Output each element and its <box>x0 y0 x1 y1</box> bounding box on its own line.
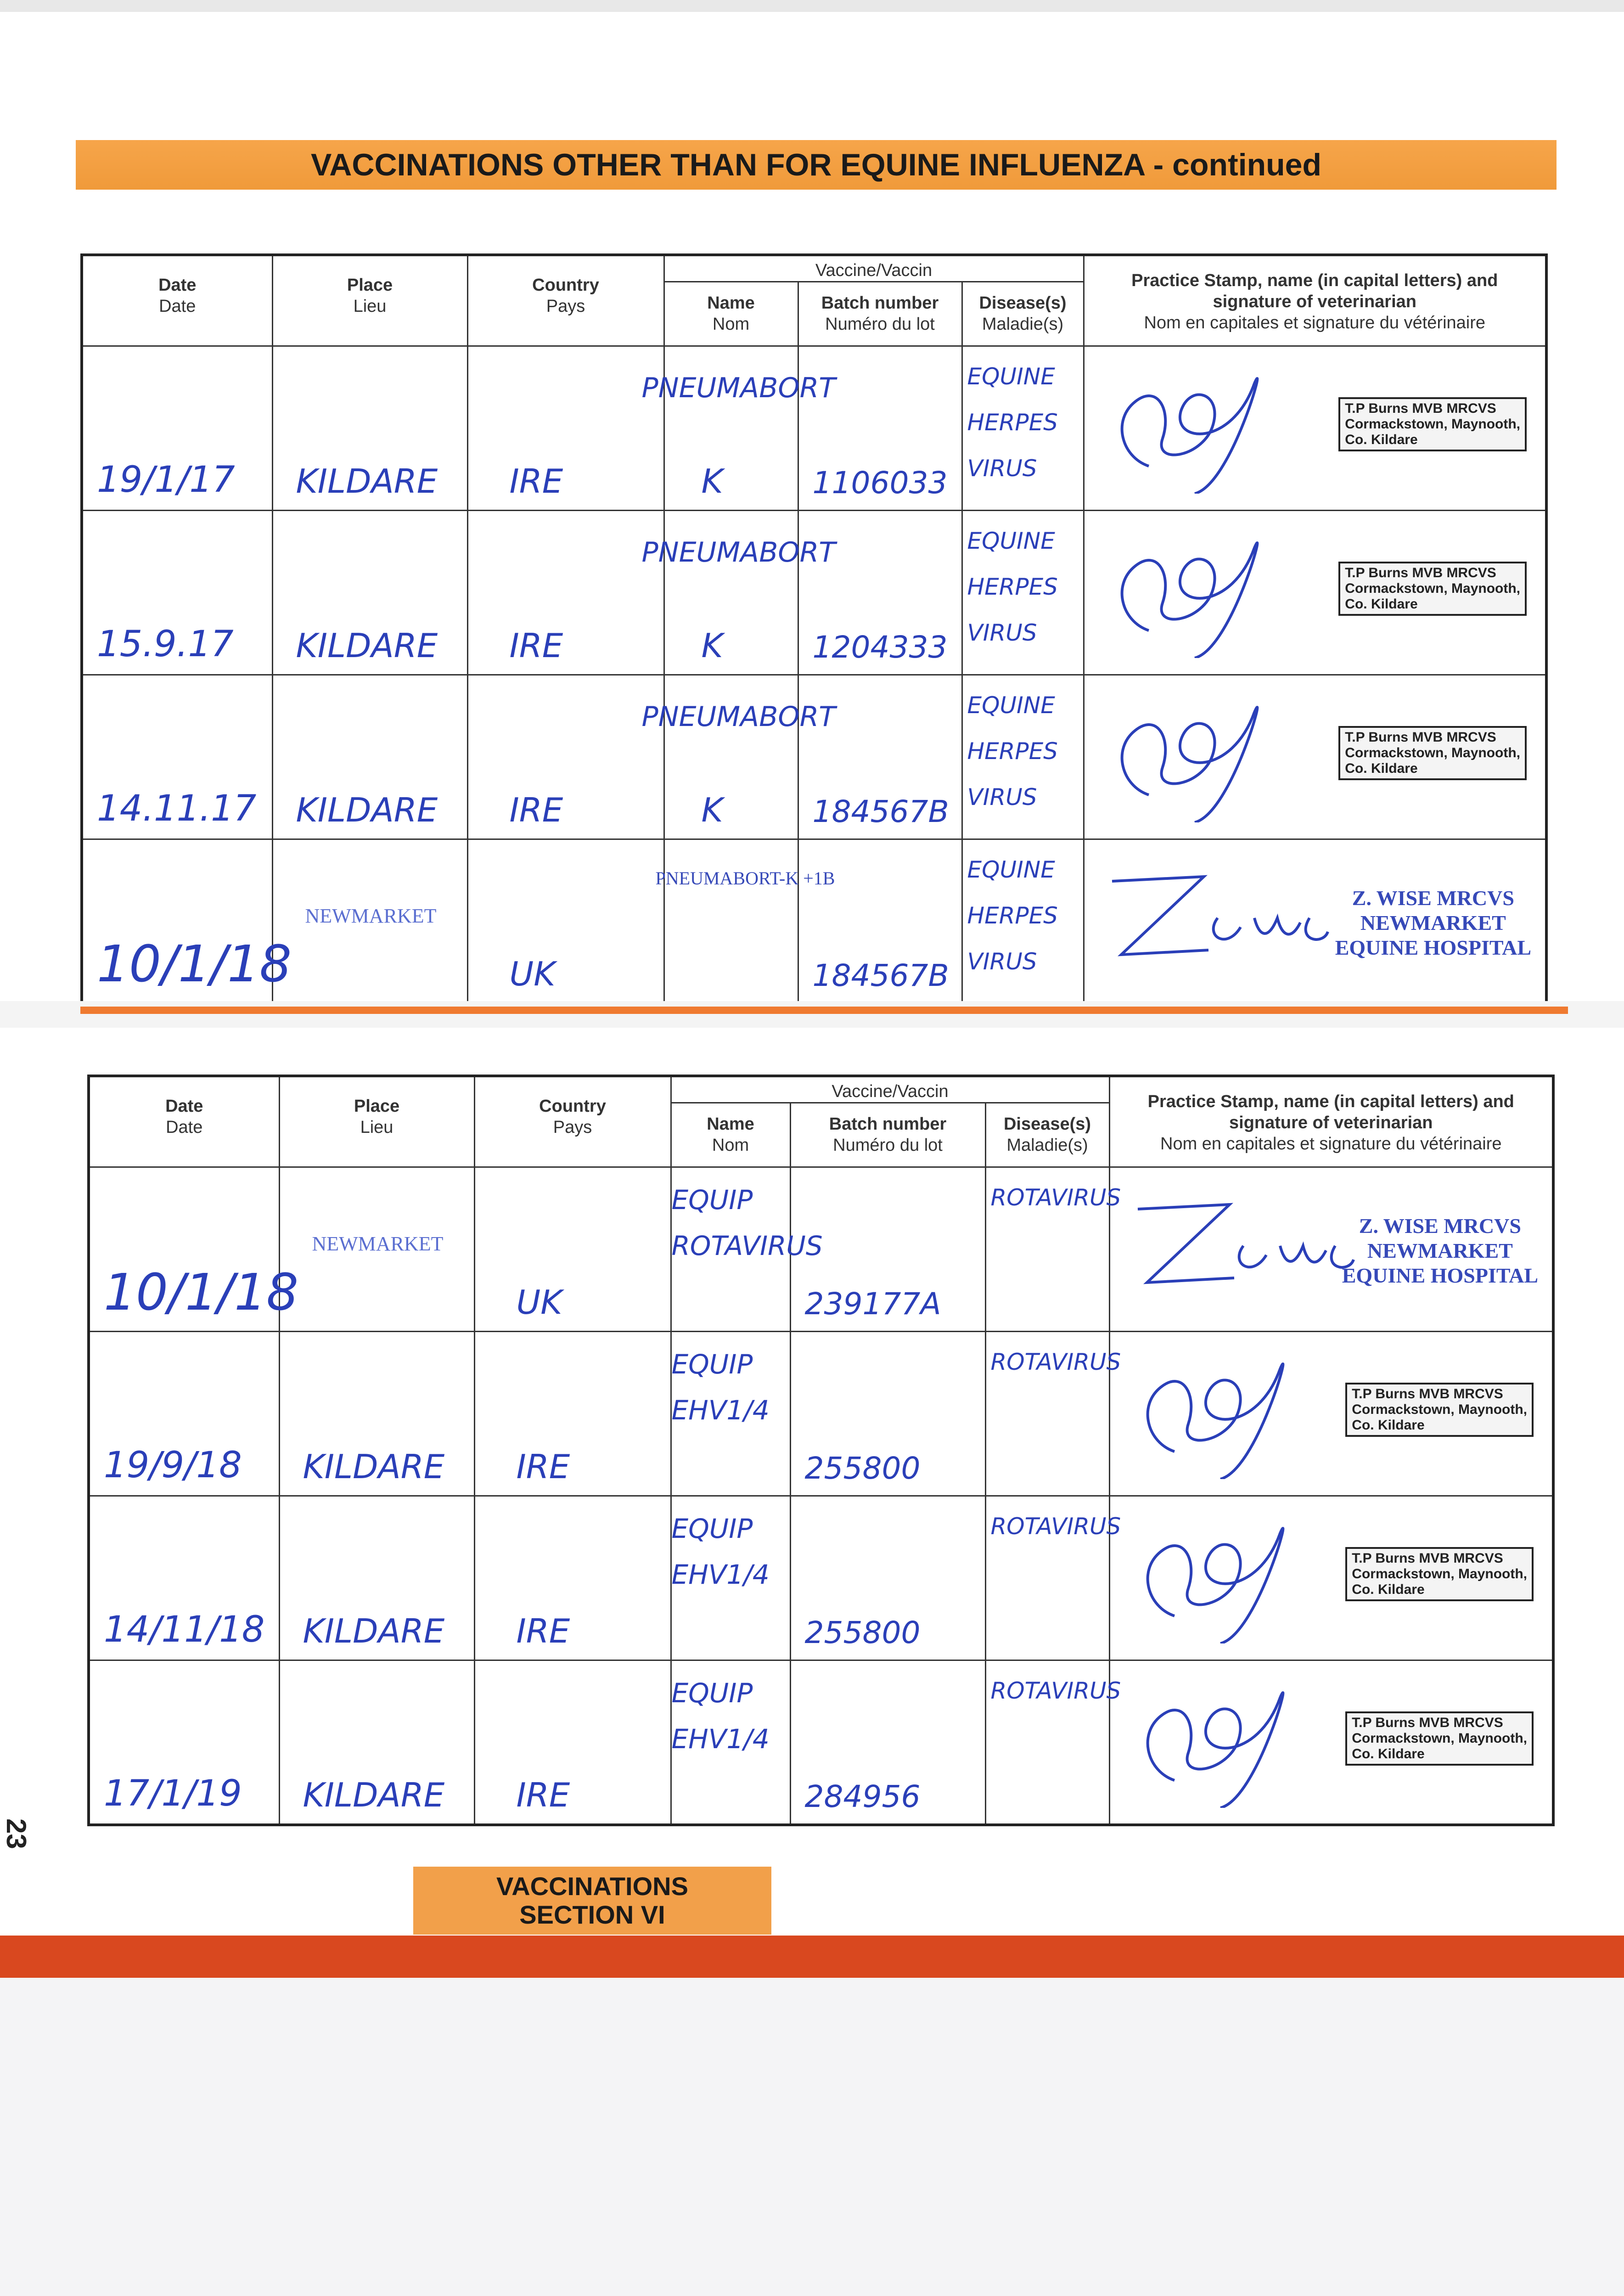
stamp-cell <box>1109 1332 1553 1496</box>
disease-cell <box>962 675 1084 839</box>
date-header: Date Date <box>89 1076 279 1167</box>
country-cell <box>467 839 664 1004</box>
name-value: K <box>701 462 723 501</box>
table-row <box>82 346 1546 511</box>
disease-header: Disease(s) Maladie(s) <box>985 1103 1109 1167</box>
disease-cell <box>985 1660 1121 1825</box>
signature-scribble <box>1094 520 1332 658</box>
stamp-header: Practice Stamp, name (in capital letters) and signature of veterinarian Nom en capitales et signature du vétérinaire <box>1084 255 1546 346</box>
name-cell <box>671 1167 823 1332</box>
disease-value: EQUINE HERPES VIRUS <box>967 692 1058 810</box>
orange-separator <box>80 1007 1568 1014</box>
date-header: Date Date <box>82 255 272 346</box>
date-cell <box>89 1167 299 1332</box>
disease-value: EQUINE HERPES VIRUS <box>967 363 1058 482</box>
name-cell <box>641 675 836 839</box>
bottom-band <box>0 1936 1624 1978</box>
vaccine-name-overlay: EQUIP EHV1/4 <box>671 1677 770 1755</box>
signature-scribble <box>1094 356 1332 494</box>
country-value: IRE <box>516 1612 570 1650</box>
country-cell <box>474 1496 671 1660</box>
name-cell <box>641 346 836 511</box>
disease-cell <box>985 1332 1121 1496</box>
signature-scribble <box>1119 1506 1358 1643</box>
country-cell <box>467 675 664 839</box>
place-value: KILDARE <box>296 462 438 501</box>
vaccine-name-overlay: EQUIP EHV1/4 <box>671 1349 770 1426</box>
place-value: NEWMARKET <box>312 1232 444 1255</box>
section-label: VACCINATIONS SECTION VI <box>413 1867 771 1935</box>
table-row <box>89 1332 1553 1496</box>
batch-cell <box>798 839 962 1004</box>
date-value: 15.9.17 <box>97 624 234 665</box>
disease-value: ROTAVIRUS <box>990 1677 1121 1704</box>
disease-header: Disease(s) Maladie(s) <box>962 282 1084 346</box>
date-value: 10/1/18 <box>97 934 292 993</box>
stamp-cell <box>1109 1167 1553 1332</box>
vaccine-group-header: Vaccine/Vaccin <box>671 1076 1109 1103</box>
stamp-cell <box>1084 511 1546 675</box>
disease-value: ROTAVIRUS <box>990 1513 1121 1540</box>
disease-cell <box>962 346 1084 511</box>
vaccine-name-overlay: EQUIP EHV1/4 <box>671 1513 770 1590</box>
batch-value: 1204333 <box>812 630 948 665</box>
table-row <box>89 1660 1553 1825</box>
batch-value: 184567B <box>812 794 949 829</box>
name-value: K <box>701 626 723 665</box>
country-value: IRE <box>516 1775 570 1814</box>
section-banner: VACCINATIONS OTHER THAN FOR EQUINE INFLUENZA - continued <box>76 140 1557 190</box>
stamp-cell <box>1084 839 1546 1004</box>
vaccine-name-overlay: PNEUMABORT-K +1B <box>655 868 835 889</box>
country-cell <box>474 1167 671 1332</box>
disease-value: ROTAVIRUS <box>990 1349 1121 1375</box>
country-value: UK <box>509 954 556 993</box>
practice-stamp: T.P Burns MVB MRCVS Cormackstown, Maynooth, Co. Kildare <box>1338 726 1527 780</box>
country-value: IRE <box>516 1447 570 1486</box>
batch-cell <box>798 346 962 511</box>
batch-header: Batch number Numéro du lot <box>790 1103 985 1167</box>
name-cell <box>655 839 835 1004</box>
table-row <box>89 1167 1553 1332</box>
place-cell <box>279 1167 474 1332</box>
name-header: Name Nom <box>664 282 798 346</box>
batch-value: 284956 <box>804 1778 921 1814</box>
name-value: K <box>701 791 723 829</box>
date-value: 17/1/19 <box>104 1773 242 1814</box>
disease-value: ROTAVIRUS <box>990 1184 1121 1211</box>
place-header: Place Lieu <box>272 255 467 346</box>
batch-cell <box>790 1496 985 1660</box>
place-cell <box>272 675 467 839</box>
country-value: UK <box>516 1283 562 1322</box>
date-cell <box>82 675 272 839</box>
date-cell <box>89 1496 279 1660</box>
vaccine-name-overlay: EQUIP ROTAVIRUS <box>671 1184 823 1261</box>
practice-stamp: T.P Burns MVB MRCVS Cormackstown, Maynooth, Co. Kildare <box>1345 1383 1534 1437</box>
batch-value: 239177A <box>804 1286 941 1322</box>
country-value: IRE <box>509 791 563 829</box>
place-value: KILDARE <box>303 1775 445 1814</box>
country-header: Country Pays <box>467 255 664 346</box>
signature-scribble <box>1119 1177 1358 1315</box>
vaccine-name-overlay: PNEUMABORT <box>641 372 836 404</box>
place-value: KILDARE <box>303 1612 445 1650</box>
practice-stamp: T.P Burns MVB MRCVS Cormackstown, Maynooth, Co. Kildare <box>1345 1711 1534 1766</box>
place-cell <box>272 839 467 1004</box>
batch-cell <box>798 675 962 839</box>
place-header: Place Lieu <box>279 1076 474 1167</box>
date-cell <box>89 1660 279 1825</box>
place-value: KILDARE <box>303 1447 445 1486</box>
place-value: KILDARE <box>296 791 438 829</box>
stamp-cell <box>1084 675 1546 839</box>
disease-value: EQUINE HERPES VIRUS <box>967 856 1058 975</box>
batch-value: 255800 <box>804 1615 921 1650</box>
signature-scribble <box>1094 849 1332 987</box>
date-value: 10/1/18 <box>104 1263 299 1322</box>
date-value: 14/11/18 <box>104 1609 265 1650</box>
batch-value: 1106033 <box>812 465 948 501</box>
stamp-cell <box>1084 346 1546 511</box>
batch-value: 255800 <box>804 1451 921 1486</box>
country-cell <box>474 1332 671 1496</box>
disease-cell <box>962 511 1084 675</box>
stamp-cell <box>1109 1496 1553 1660</box>
date-cell <box>89 1332 279 1496</box>
name-cell <box>671 1660 790 1825</box>
table-row <box>82 675 1546 839</box>
practice-stamp: T.P Burns MVB MRCVS Cormackstown, Maynooth, Co. Kildare <box>1338 397 1527 451</box>
signature-scribble <box>1119 1341 1358 1479</box>
country-cell <box>467 511 664 675</box>
country-value: IRE <box>509 462 563 501</box>
stamp-header: Practice Stamp, name (in capital letters) and signature of veterinarian Nom en capitales et signature du vétérinaire <box>1109 1076 1553 1167</box>
place-cell <box>279 1660 474 1825</box>
date-value: 14.11.17 <box>97 788 257 829</box>
vaccine-name-overlay: PNEUMABORT <box>641 701 836 733</box>
batch-cell <box>798 511 962 675</box>
country-value: IRE <box>509 626 563 665</box>
country-cell <box>474 1660 671 1825</box>
disease-value: EQUINE HERPES VIRUS <box>967 528 1058 646</box>
date-cell <box>82 839 292 1004</box>
vaccination-table-2 <box>87 1075 1555 1826</box>
page-number: 23 <box>1 1818 32 1849</box>
batch-value: 184567B <box>812 957 949 993</box>
scan-edge <box>0 0 1624 12</box>
date-value: 19/9/18 <box>104 1445 242 1486</box>
disease-cell <box>962 839 1084 1004</box>
place-cell <box>279 1332 474 1496</box>
practice-stamp: T.P Burns MVB MRCVS Cormackstown, Maynooth, Co. Kildare <box>1338 562 1527 616</box>
country-cell <box>467 346 664 511</box>
batch-cell <box>790 1660 985 1825</box>
batch-cell <box>790 1332 985 1496</box>
date-cell <box>82 346 272 511</box>
table-row <box>82 511 1546 675</box>
name-cell <box>641 511 836 675</box>
place-cell <box>279 1496 474 1660</box>
batch-header: Batch number Numéro du lot <box>798 282 962 346</box>
name-cell <box>671 1332 790 1496</box>
place-value: KILDARE <box>296 626 438 665</box>
name-header: Name Nom <box>671 1103 790 1167</box>
hospital-stamp: Z. WISE MRCVS NEWMARKET EQUINE HOSPITAL <box>1342 1214 1539 1287</box>
signature-scribble <box>1094 685 1332 822</box>
disease-cell <box>985 1167 1121 1332</box>
date-value: 19/1/17 <box>97 459 235 501</box>
vaccination-table-1 <box>80 253 1548 1005</box>
batch-cell <box>790 1167 985 1332</box>
place-value: NEWMARKET <box>305 905 437 927</box>
date-cell <box>82 511 272 675</box>
disease-cell <box>985 1496 1121 1660</box>
place-cell <box>272 346 467 511</box>
place-cell <box>272 511 467 675</box>
table-row <box>89 1496 1553 1660</box>
hospital-stamp: Z. WISE MRCVS NEWMARKET EQUINE HOSPITAL <box>1335 886 1532 959</box>
table-row <box>82 839 1546 1004</box>
vaccine-name-overlay: PNEUMABORT <box>641 536 836 568</box>
page-fold <box>0 1001 1624 1028</box>
signature-scribble <box>1119 1670 1358 1808</box>
name-cell <box>671 1496 790 1660</box>
vaccine-group-header: Vaccine/Vaccin <box>664 255 1084 282</box>
practice-stamp: T.P Burns MVB MRCVS Cormackstown, Maynooth, Co. Kildare <box>1345 1547 1534 1601</box>
country-header: Country Pays <box>474 1076 671 1167</box>
stamp-cell <box>1109 1660 1553 1825</box>
cover-edge <box>0 1978 1624 2296</box>
